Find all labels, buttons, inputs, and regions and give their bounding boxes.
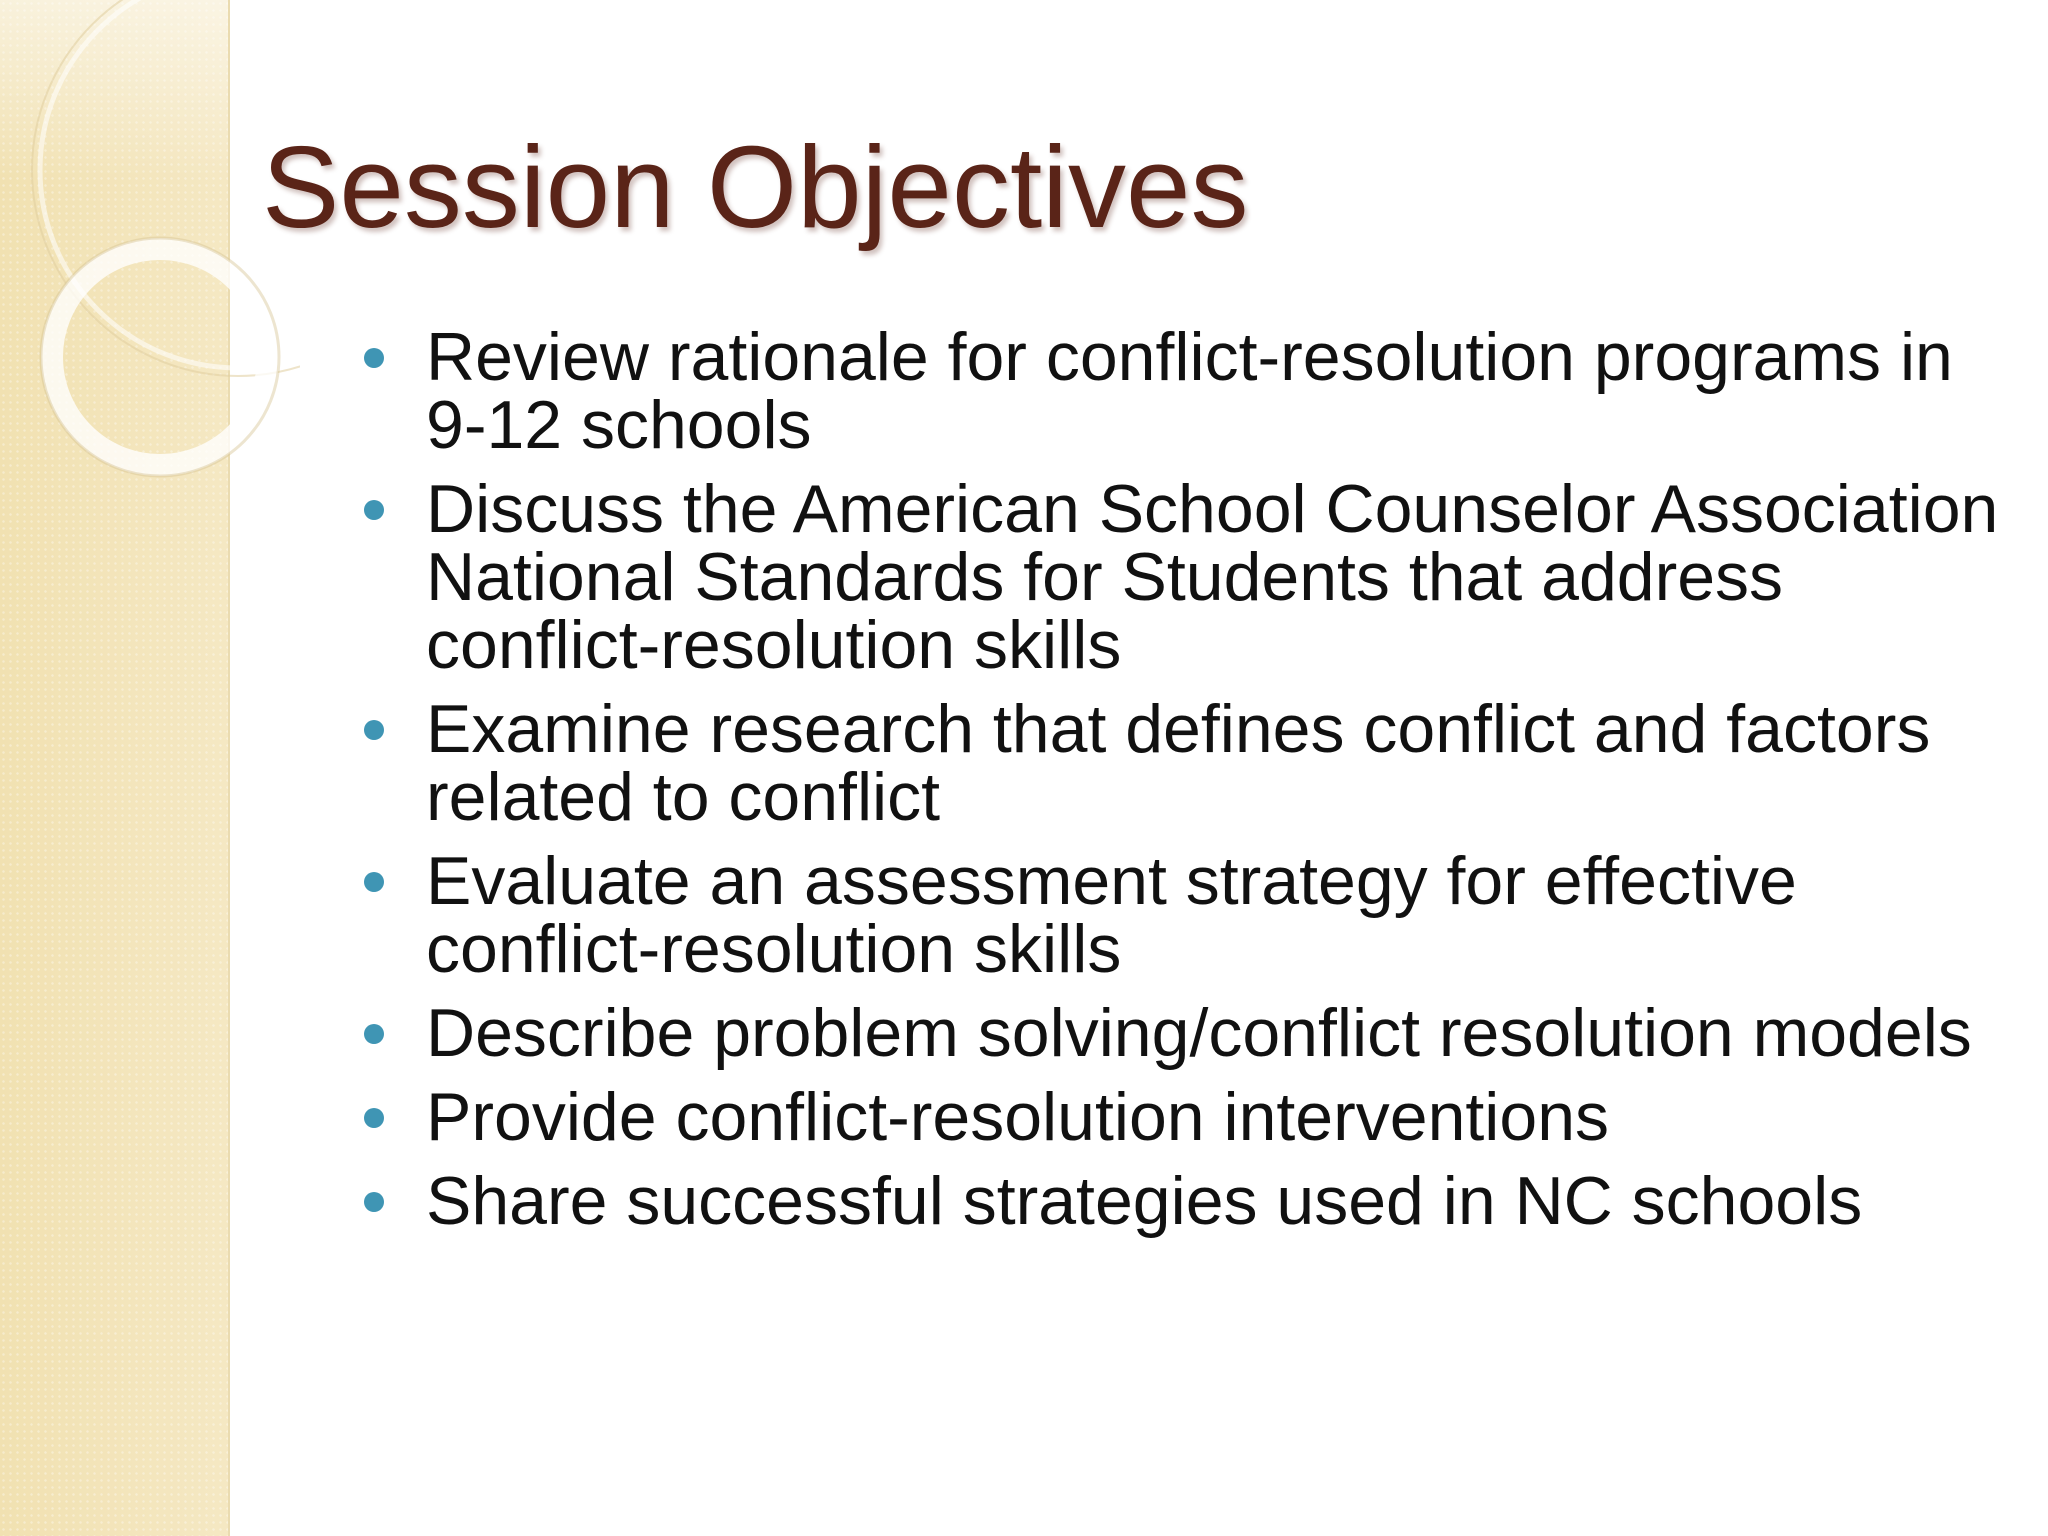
side-panel-highlight bbox=[0, 0, 228, 180]
objective-item bbox=[360, 471, 2000, 683]
bullet-dot-icon bbox=[364, 500, 384, 520]
bullet-dot-icon bbox=[364, 348, 384, 368]
objective-item bbox=[360, 691, 2000, 835]
objective-text: Provide conflict-resolution interventions bbox=[426, 1079, 1610, 1155]
objective-item bbox=[360, 319, 2000, 463]
decorative-side-panel bbox=[0, 0, 230, 1536]
bullet-dot-icon bbox=[364, 872, 384, 892]
objective-text: Examine research that defines conflict and factors related to conflict bbox=[426, 691, 1931, 835]
bullet-dot-icon bbox=[364, 1192, 384, 1212]
objective-text: Describe problem solving/conflict resolution models bbox=[426, 995, 1972, 1071]
objective-item bbox=[360, 843, 2000, 987]
objectives-list bbox=[360, 319, 2000, 1251]
objective-text: Discuss the American School Counselor Association National Standards for Students that address conflict-resolution skills bbox=[426, 471, 1999, 683]
bullet-dot-icon bbox=[364, 1024, 384, 1044]
bullet-dot-icon bbox=[364, 720, 384, 740]
objective-item bbox=[360, 1079, 2000, 1155]
objective-text: Evaluate an assessment strategy for effective conflict-resolution skills bbox=[426, 843, 1797, 987]
objective-text: Share successful strategies used in NC schools bbox=[426, 1163, 1863, 1239]
bullet-dot-icon bbox=[364, 1108, 384, 1128]
slide-title: Session Objectives bbox=[262, 122, 1249, 252]
objective-text: Review rationale for conflict-resolution programs in 9-12 schools bbox=[426, 319, 1953, 463]
objective-item bbox=[360, 995, 2000, 1071]
objective-item bbox=[360, 1163, 2000, 1239]
